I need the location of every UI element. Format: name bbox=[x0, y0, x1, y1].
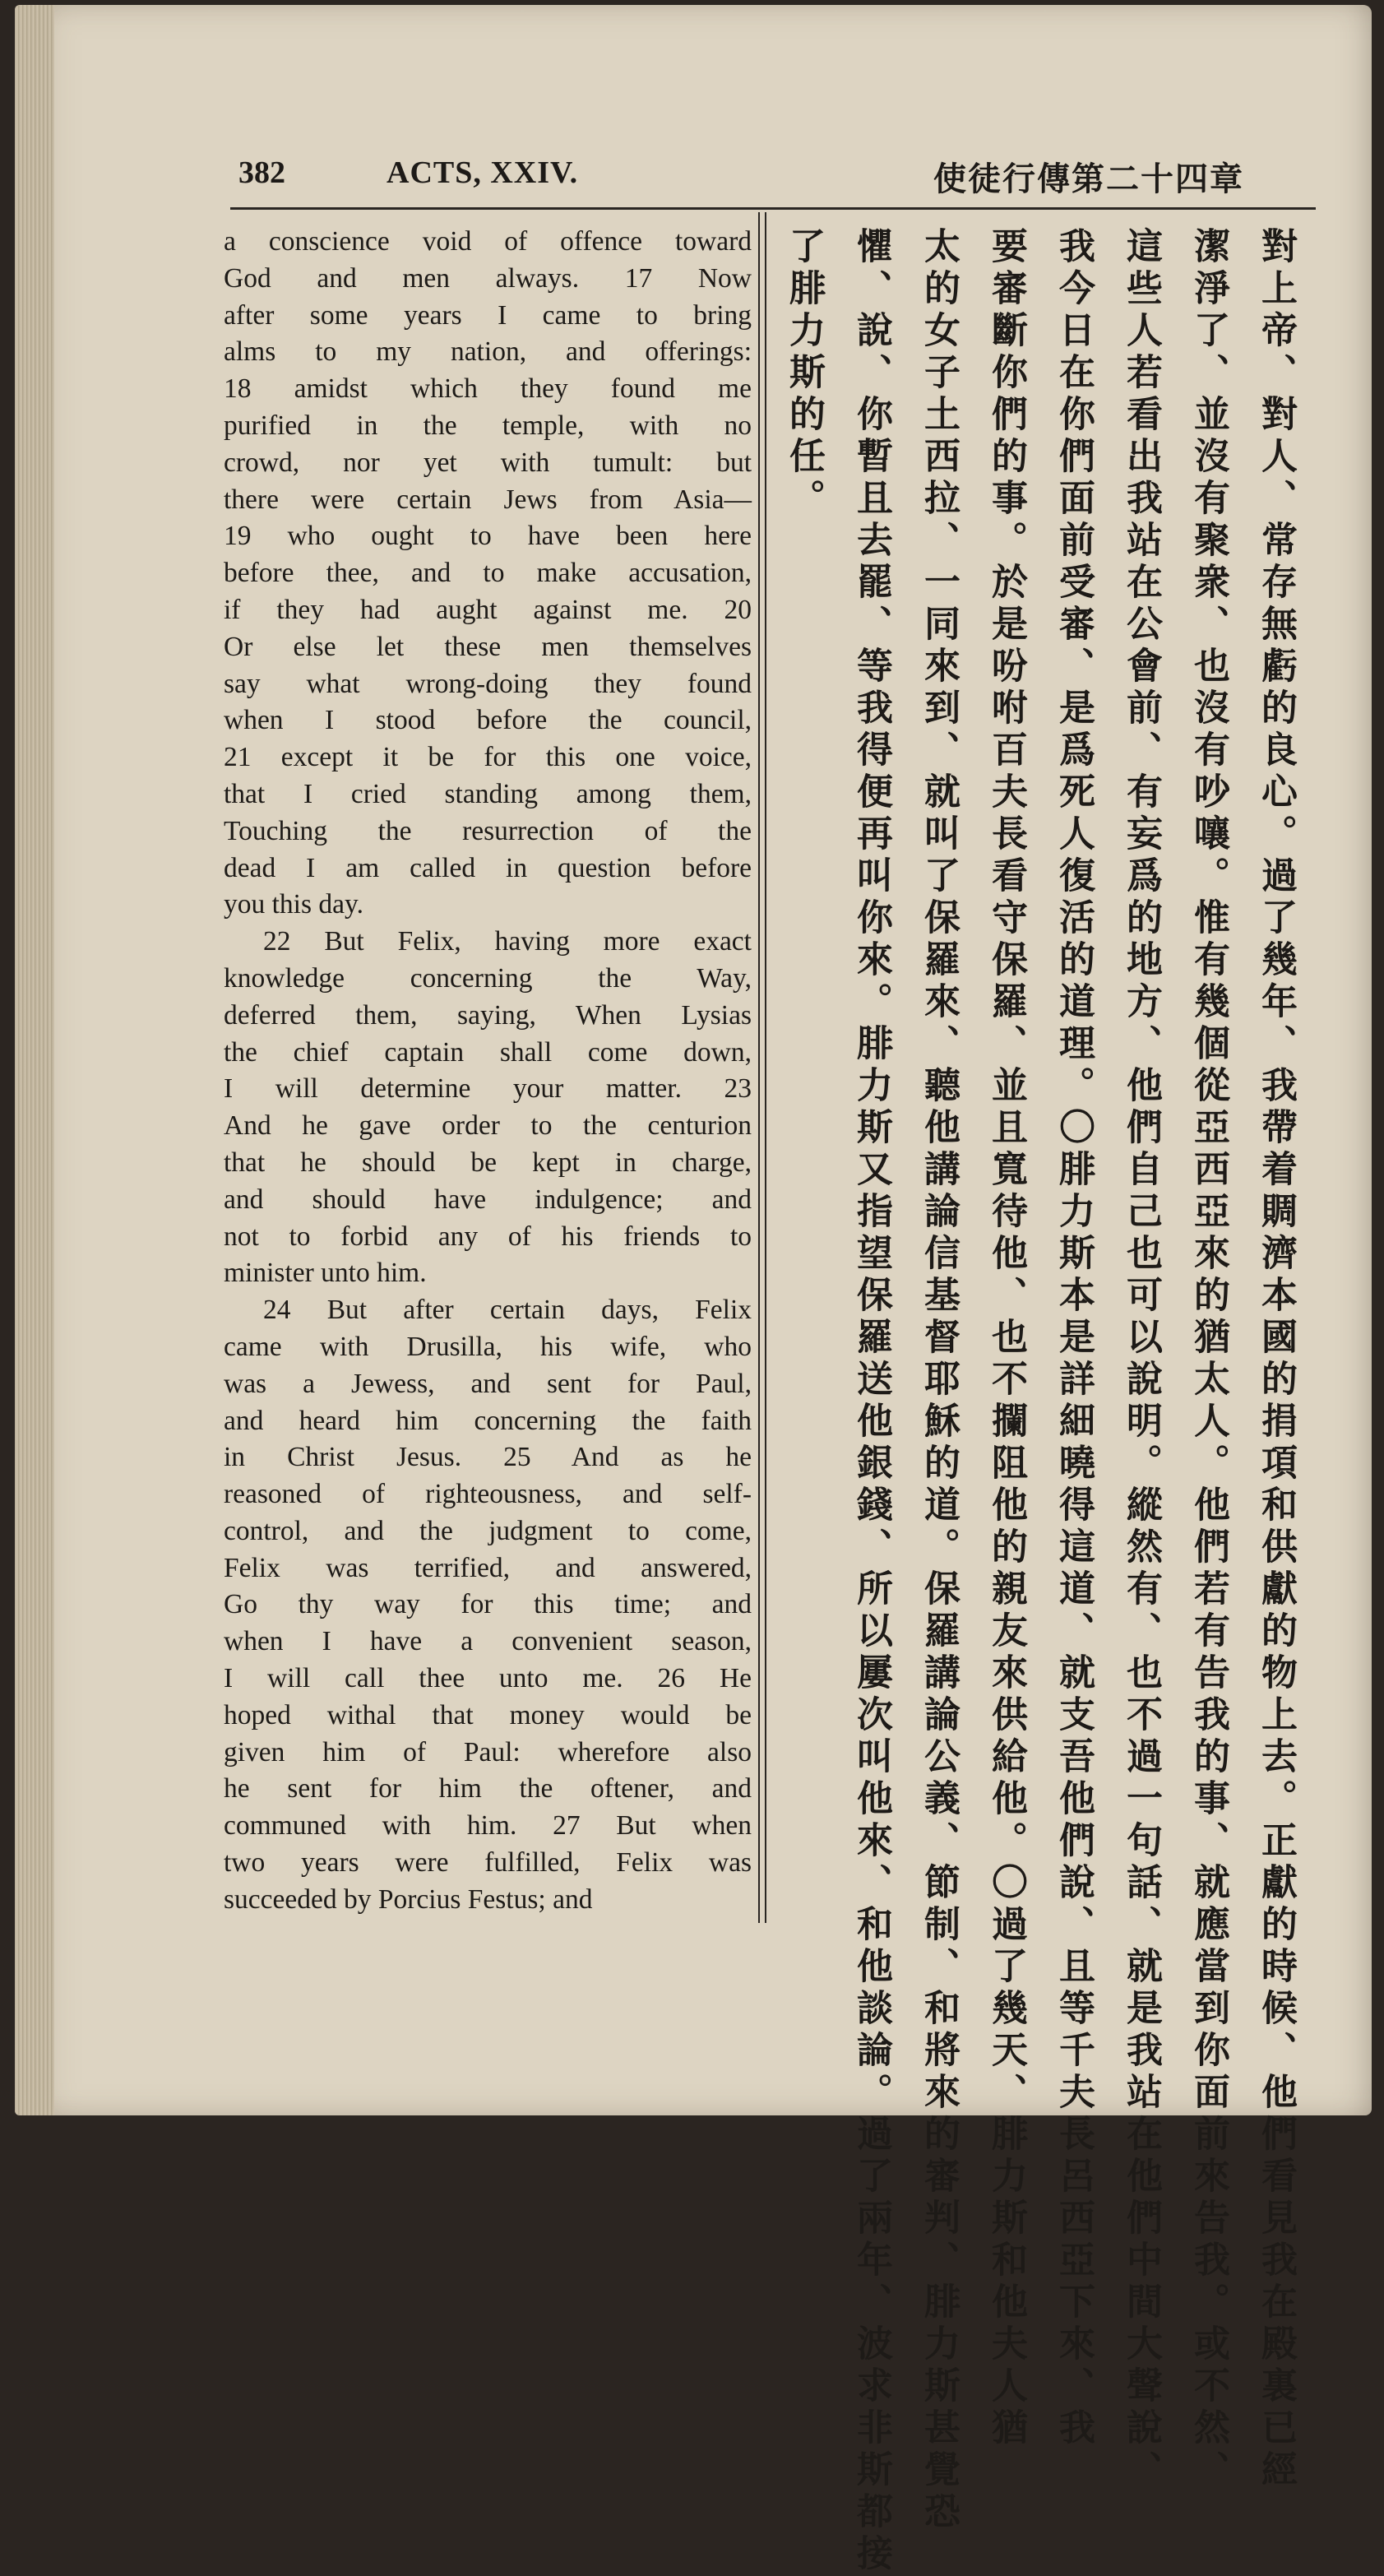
page-number: 382 bbox=[238, 155, 285, 190]
english-text-line: purified in the temple, with no bbox=[224, 410, 752, 441]
english-text-line: a conscience void of offence toward bbox=[224, 226, 752, 257]
english-text-line: I will call thee unto me. 26 He bbox=[224, 1663, 752, 1694]
chinese-text-column: 要審斷你們的事。於是吩咐百夫長看守保羅、並且寬待他、也不攔阻他的親友來供給他。〇過了幾天、腓力斯和他夫人猶 bbox=[985, 227, 1027, 2450]
page-header bbox=[222, 146, 1335, 204]
english-text-line: when I have a convenient season, bbox=[224, 1626, 752, 1657]
english-text-line: 22 But Felix, having more exact bbox=[263, 926, 752, 957]
english-text-line: that I cried standing among them, bbox=[224, 778, 752, 809]
english-text-line: crowd, nor yet with tumult: but bbox=[224, 447, 752, 478]
chinese-text-column: 潔淨了、並沒有聚衆、也沒有吵嚷。惟有幾個從亞西亞來的猶太人。他們若有告我的事、就應當到你面前來告我。或不然、 bbox=[1187, 227, 1229, 2492]
english-text-line: the chief captain shall come down, bbox=[224, 1036, 752, 1068]
english-text-line: communed with him. 27 But when bbox=[224, 1810, 752, 1842]
page-edge bbox=[15, 5, 54, 2115]
chinese-text-column: 懼、說、你暫且去罷、等我得便再叫你來。腓力斯又指望保羅送他銀錢、所以屢次叫他來、和他談論。過了兩年、波求非斯都接 bbox=[850, 227, 892, 2576]
english-text-line: alms to my nation, and offerings: bbox=[224, 336, 752, 368]
english-text-column bbox=[224, 224, 752, 1919]
chinese-text-area bbox=[781, 227, 1340, 2576]
english-text-line: 18 amidst which they found me bbox=[224, 373, 752, 405]
english-text-line: was a Jewess, and sent for Paul, bbox=[224, 1368, 752, 1399]
english-text-line: you this day. bbox=[224, 889, 363, 920]
english-text-line: control, and the judgment to come, bbox=[224, 1515, 752, 1546]
chinese-text-column: 這些人若看出我站在公會前、有妄爲的地方、他們自己也可以說明。縱然有、也不過一句話、就是我站在他們中間大聲說、 bbox=[1120, 227, 1162, 2492]
english-text-line: I will determine your matter. 23 bbox=[224, 1073, 752, 1105]
english-text-line: came with Drusilla, his wife, who bbox=[224, 1331, 752, 1362]
english-text-line: hoped withal that money would be bbox=[224, 1699, 752, 1730]
header-rule bbox=[230, 207, 1316, 210]
english-text-line: knowledge concerning the Way, bbox=[224, 962, 752, 994]
english-text-line: he sent for him the oftener, and bbox=[224, 1773, 752, 1805]
english-text-line: two years were fulfilled, Felix was bbox=[224, 1847, 752, 1879]
english-text-line: succeeded by Porcius Festus; and bbox=[224, 1883, 593, 1915]
english-text-line: deferred them, saying, When Lysias bbox=[224, 999, 752, 1031]
column-divider bbox=[758, 212, 760, 1923]
english-text-line: and should have indulgence; and bbox=[224, 1184, 752, 1215]
english-text-line: that he should be kept in charge, bbox=[224, 1147, 752, 1178]
english-text-line: when I stood before the council, bbox=[224, 705, 752, 736]
english-text-line: not to forbid any of his friends to bbox=[224, 1221, 752, 1252]
english-text-line: Go thy way for this time; and bbox=[224, 1589, 752, 1620]
english-text-line: there were certain Jews from Asia— bbox=[224, 484, 752, 515]
english-text-line: Touching the resurrection of the bbox=[224, 815, 752, 846]
chinese-text-column: 太的女子土西拉、一同來到、就叫了保羅來、聽他講論信基督耶穌的道。保羅講論公義、節制、和將來的審判、腓力斯甚覺恐 bbox=[918, 227, 960, 2534]
english-text-line: Felix was terrified, and answered, bbox=[224, 1552, 752, 1583]
chinese-text-column: 對上帝、對人、常存無虧的良心。過了幾年、我帶着賙濟本國的捐項和供獻的物上去。正獻的時候、他們看見我在殿裏已經 bbox=[1255, 227, 1297, 2492]
english-text-line: and heard him concerning the faith bbox=[224, 1405, 752, 1436]
english-text-line: in Christ Jesus. 25 And as he bbox=[224, 1442, 752, 1473]
english-text-line: before thee, and to make accusation, bbox=[224, 558, 752, 589]
english-text-line: 19 who ought to have been here bbox=[224, 521, 752, 552]
chinese-text-column: 我今日在你們面前受審、是爲死人復活的道理。〇腓力斯本是詳細曉得這道、就支吾他們說、且等千夫長呂西亞下來、我 bbox=[1053, 227, 1095, 2450]
running-title-english: ACTS, XXIV. bbox=[387, 155, 579, 190]
english-text-line: after some years I came to bring bbox=[224, 299, 752, 331]
english-text-line: given him of Paul: wherefore also bbox=[224, 1736, 752, 1768]
english-text-line: 21 except it be for this one voice, bbox=[224, 742, 752, 773]
english-text-line: minister unto him. bbox=[224, 1258, 427, 1289]
running-title-chinese: 使徒行傳第二十四章 bbox=[933, 160, 1244, 198]
english-text-line: And he gave order to the centurion bbox=[224, 1110, 752, 1142]
column-divider-inner bbox=[765, 212, 766, 1923]
english-text-line: say what wrong-doing they found bbox=[224, 668, 752, 699]
english-text-line: Or else let these men themselves bbox=[224, 631, 752, 662]
english-text-line: 24 But after certain days, Felix bbox=[263, 1295, 752, 1326]
english-text-line: dead I am called in question before bbox=[224, 852, 752, 883]
english-text-line: reasoned of righteousness, and self- bbox=[224, 1479, 752, 1510]
english-text-line: if they had aught against me. 20 bbox=[224, 594, 752, 625]
english-text-line: God and men always. 17 Now bbox=[224, 262, 752, 294]
chinese-text-column: 了腓力斯的任。 bbox=[783, 227, 825, 521]
